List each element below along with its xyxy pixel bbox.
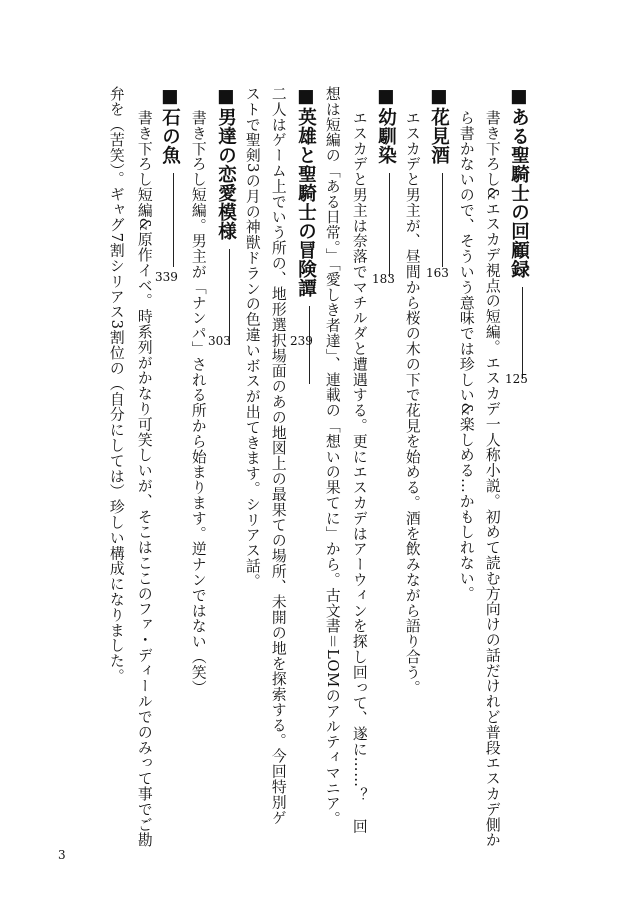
page-number: 303: [208, 334, 231, 348]
leader-line: [522, 287, 525, 379]
leader-line: [389, 173, 392, 277]
entry-body-line: 弁を（苦笑）。ギャグ7割シリアス3割位の（自分にしては）珍しい構成になりました。: [107, 86, 125, 684]
entry-body-line: ら書かないので、そういう意味では珍しい&楽しめる…かもしれない。: [457, 110, 475, 602]
entry-title-text: 男達の恋愛模様: [215, 107, 237, 241]
entry-title: ■男達の恋愛模様: [216, 86, 235, 345]
entry-title: ■ある聖騎士の回顧録: [509, 86, 528, 379]
page-number: 183: [372, 272, 395, 286]
leader-line: [229, 249, 232, 345]
entry-body-line: 二人はゲーム上でいう所の、地形選択場面のあの地図上の最果ての場所、未開の地を探索する。今回特別ゲ: [269, 86, 287, 826]
entry-body-line: エスカデと男主は奈落でマチルダと遭遇する。更にエスカデはアーウィンを探し回って、遂に……？ 回: [350, 110, 368, 834]
entry-title-text: 花見酒: [428, 107, 450, 165]
entry-body-line: 書き下ろし短編。男主が「ナンパ」される所から始まります。逆ナンではない（笑）: [189, 110, 207, 696]
entry-title: ■石の魚: [160, 86, 179, 267]
entry-body-line: エスカデと男主が、昼間から桜の木の下で花見を始める。酒を飲みながら語り合う。: [403, 110, 421, 696]
entry-body-line: ストで聖剣3の月の神獣ドランの色違いボスが出てきます。シリアス話。: [243, 86, 261, 589]
page-number: 125: [505, 372, 528, 386]
entry-body-line: 想は短編の「ある日常。」「愛しき者達」、連載の「想いの果てに」から。古文書＝LOMのアルティマニア。: [323, 86, 341, 827]
leader-line: [442, 173, 445, 267]
page-number: 239: [290, 334, 313, 348]
folio-page-number: 3: [58, 848, 66, 862]
entry-title: ■花見酒: [429, 86, 448, 267]
entry-title-text: 石の魚: [159, 107, 181, 165]
leader-line: [173, 173, 176, 267]
entry-title-text: 幼馴染: [375, 107, 397, 165]
entry-title-text: ある聖騎士の回顧録: [508, 107, 530, 279]
page-number: 163: [426, 266, 449, 280]
page-number: 339: [155, 270, 178, 284]
entry-body-line: 書き下ろし短編&原作イベ。時系列がかなり可笑しいが、そこはここのファ・ディールでのみって事でご勘: [135, 110, 153, 848]
entry-title: ■英雄と聖騎士の冒険譚: [296, 86, 315, 384]
entry-title: ■幼馴染: [376, 86, 395, 277]
entry-body-line: 書き下ろし&エスカデ視点の短編。エスカデ一人称小説。初めて読む方向けの話だけれど普段エスカデ側か: [483, 110, 501, 848]
entry-title-text: 英雄と聖騎士の冒険譚: [295, 107, 317, 298]
